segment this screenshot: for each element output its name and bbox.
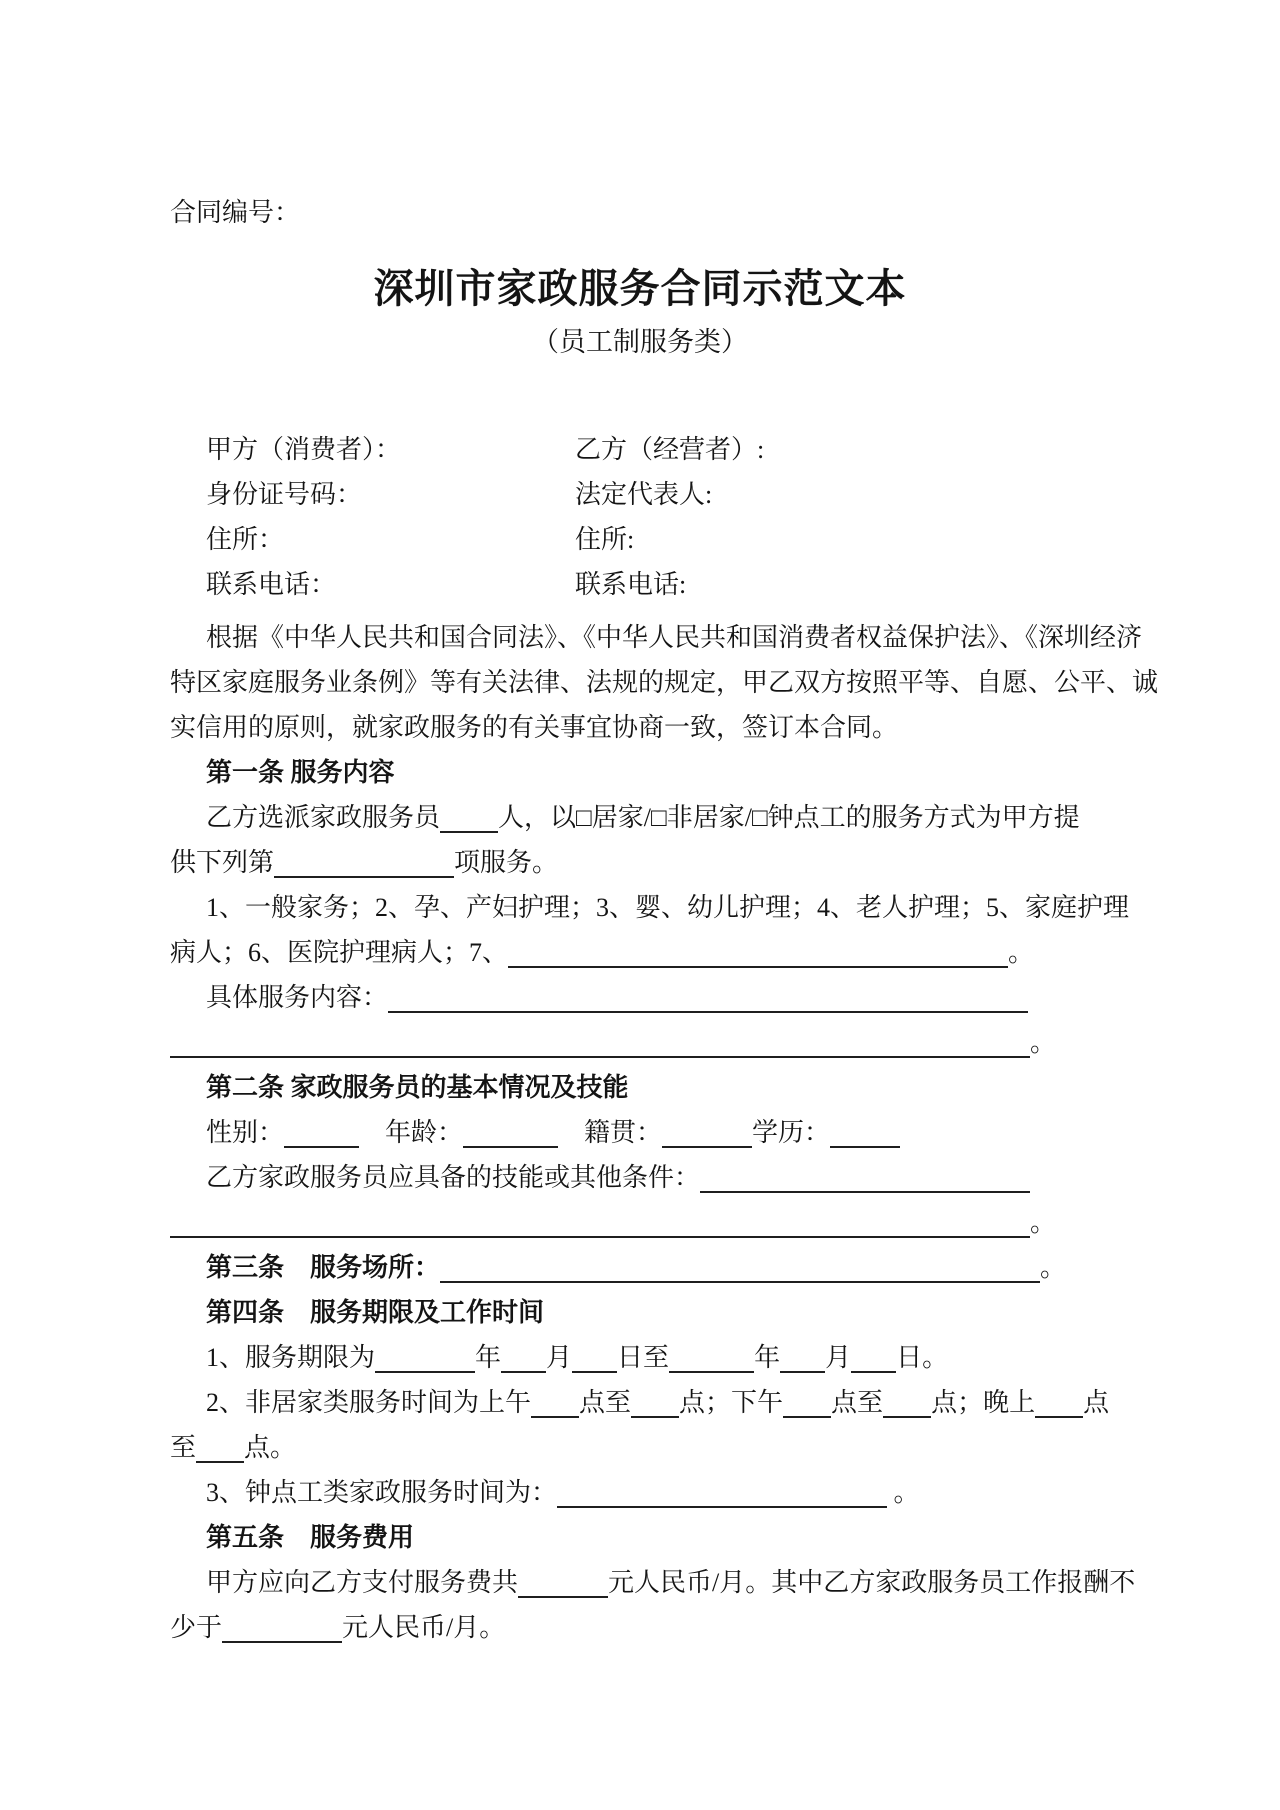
contract-line <box>170 930 1110 975</box>
line-text: 月 <box>546 1343 573 1372</box>
contract-line <box>170 1020 1110 1065</box>
line-text: 第一条 服务内容 <box>206 758 395 787</box>
contract-line <box>170 705 1110 750</box>
contract-line <box>170 1200 1110 1245</box>
line-text: 第五条 服务费用 <box>206 1523 415 1552</box>
section-heading <box>170 1245 1110 1290</box>
contract-line <box>170 615 1143 660</box>
line-text: 实信用的原则，就家政服务的有关事宜协商一致，签订本合同。 <box>170 713 899 742</box>
blank-field <box>463 1116 558 1148</box>
contract-line <box>170 1605 1110 1650</box>
blank-field <box>669 1341 754 1373</box>
line-text: 2、非居家类服务时间为上午 <box>206 1388 532 1417</box>
line-text: 具体服务内容： <box>206 983 389 1012</box>
line-text: 年龄： <box>359 1118 464 1147</box>
line-text: 供下列第 <box>170 848 275 877</box>
contract-line <box>170 1470 1110 1515</box>
line-text: 特区家庭服务业条例》等有关法律、法规的规定，甲乙双方按照平等、自愿、公平、诚 <box>170 668 1159 697</box>
line-text: 少于 <box>170 1613 223 1642</box>
party-a-id-label: 身份证号码： <box>206 480 363 509</box>
blank-field <box>222 1611 342 1643</box>
party-row <box>170 517 1110 562</box>
line-text: 籍贯： <box>558 1118 663 1147</box>
line-text: 。 <box>1040 1253 1067 1282</box>
line-text: 。 <box>1030 1028 1057 1057</box>
blank-field <box>284 1116 359 1148</box>
line-text: 元人民币/月。 <box>342 1613 506 1642</box>
contract-line <box>170 1110 1110 1155</box>
line-text: 至 <box>170 1433 197 1462</box>
contract-line <box>170 1380 1110 1425</box>
blank-field <box>274 846 454 878</box>
line-text: 日。 <box>896 1343 949 1372</box>
contract-line <box>170 1560 1136 1605</box>
section-heading <box>170 1515 1110 1560</box>
blank-field <box>531 1386 579 1418</box>
blank-field <box>508 936 1008 968</box>
line-text: 乙方家政服务员应具备的技能或其他条件： <box>206 1163 701 1192</box>
checkbox-icon: □ <box>650 803 667 832</box>
blank-field <box>196 1431 244 1463</box>
party-b-rep-label: 法定代表人: <box>575 480 713 509</box>
line-text: 乙方选派家政服务员 <box>206 803 441 832</box>
party-b-phone-label: 联系电话: <box>575 570 687 599</box>
line-text: 钟点工的服务方式为甲方提 <box>767 803 1080 832</box>
line-text: 点。 <box>244 1433 297 1462</box>
party-b-label: 乙方（经营者）: <box>575 435 765 464</box>
contract-line <box>170 975 1110 1020</box>
line-text: 根据《中华人民共和国合同法》、《中华人民共和国消费者权益保护法》、《深圳经济 <box>206 623 1143 652</box>
blank-field <box>631 1386 679 1418</box>
contract-number-label: 合同编号： <box>170 198 301 227</box>
blank-field <box>170 1206 1030 1238</box>
blank-field <box>1035 1386 1083 1418</box>
section-heading <box>170 1065 1110 1110</box>
line-text: 甲方应向乙方支付服务费共 <box>206 1568 519 1597</box>
party-a-address-label: 住所： <box>206 525 285 554</box>
line-text: 第四条 服务期限及工作时间 <box>206 1298 545 1327</box>
blank-field <box>662 1116 752 1148</box>
blank-field <box>851 1341 896 1373</box>
blank-field <box>780 1341 825 1373</box>
line-text: 月 <box>825 1343 852 1372</box>
section-heading <box>170 750 1110 795</box>
line-text: 。 <box>1008 938 1035 967</box>
line-text: 项服务。 <box>454 848 559 877</box>
party-row <box>170 472 1110 517</box>
blank-field <box>700 1161 1030 1193</box>
line-text: 点至 <box>831 1388 884 1417</box>
blank-field <box>388 981 1028 1013</box>
line-text: 日至 <box>617 1343 670 1372</box>
parties-section <box>170 427 1110 607</box>
contract-line <box>170 1335 1110 1380</box>
section-heading <box>170 1290 1110 1335</box>
contract-body <box>170 615 1159 1650</box>
blank-field <box>375 1341 475 1373</box>
line-text: 学历： <box>752 1118 831 1147</box>
blank-field <box>501 1341 546 1373</box>
contract-line <box>170 1155 1110 1200</box>
line-text: 点；晚上 <box>931 1388 1036 1417</box>
contract-line <box>170 660 1159 705</box>
line-text: 。 <box>887 1478 920 1507</box>
line-text: 。 <box>1030 1208 1057 1237</box>
blank-field <box>830 1116 900 1148</box>
line-text: 人，以 <box>498 803 577 832</box>
line-text: 点 <box>1083 1388 1110 1417</box>
checkbox-icon: □ <box>576 803 592 832</box>
line-text: 非居家/ <box>666 803 752 832</box>
blank-field <box>440 1251 1040 1283</box>
line-text: 年 <box>754 1343 781 1372</box>
party-a-label: 甲方（消费者）： <box>206 435 402 464</box>
line-text: 点；下午 <box>679 1388 784 1417</box>
line-text: 1、一般家务；2、孕、产妇护理；3、婴、幼儿护理；4、老人护理；5、家庭护理 <box>206 893 1130 922</box>
blank-field <box>783 1386 831 1418</box>
contract-line <box>170 840 1110 885</box>
contract-line <box>170 1425 1110 1470</box>
line-text: 第三条 服务场所： <box>206 1253 441 1282</box>
party-b-address-label: 住所: <box>575 525 635 554</box>
line-text: 点至 <box>579 1388 632 1417</box>
contract-line <box>170 885 1130 930</box>
line-text: 1、服务期限为 <box>206 1343 376 1372</box>
blank-field <box>440 801 498 833</box>
checkbox-icon: □ <box>751 803 768 832</box>
line-text: 居家/ <box>591 803 651 832</box>
line-text: 性别： <box>206 1118 285 1147</box>
blank-field <box>518 1566 608 1598</box>
blank-field <box>557 1476 887 1508</box>
line-text: 元人民币/月。其中乙方家政服务员工作报酬不 <box>608 1568 1136 1597</box>
line-text: 病人；6、医院护理病人；7、 <box>170 938 509 967</box>
document-subtitle: （员工制服务类） <box>532 327 748 357</box>
line-text: 第二条 家政服务员的基本情况及技能 <box>206 1073 629 1102</box>
blank-field <box>883 1386 931 1418</box>
line-text: 3、钟点工类家政服务时间为： <box>206 1478 558 1507</box>
party-row <box>170 427 1110 472</box>
blank-field <box>572 1341 617 1373</box>
party-row <box>170 562 1110 607</box>
blank-field <box>170 1026 1030 1058</box>
contract-line <box>170 795 1110 840</box>
document-title: 深圳市家政服务合同示范文本 <box>373 266 907 311</box>
line-text: 年 <box>475 1343 502 1372</box>
party-a-phone-label: 联系电话： <box>206 570 337 599</box>
